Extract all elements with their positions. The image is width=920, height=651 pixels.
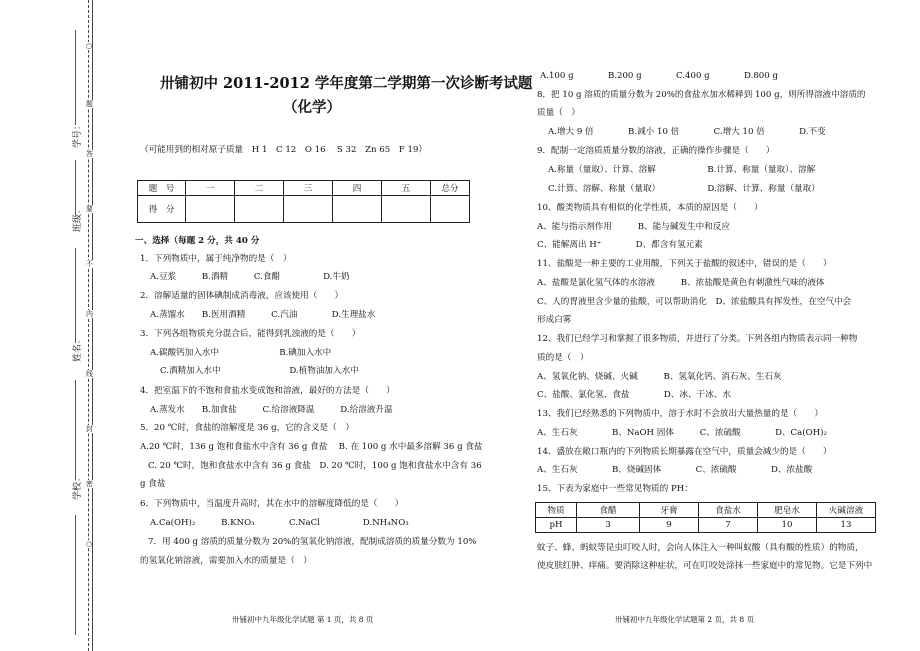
question-line: 4．把室温下的不饱和食盐水变成饱和溶液，最好的方法是（ ） xyxy=(140,386,395,396)
score-header-cell: 三 xyxy=(284,181,333,196)
page-footer: 卅铺初中九年级化学试题第 2 页，共 8 页 xyxy=(615,615,755,624)
question-line: 14、盛放在敞口瓶内的下列物质长期暴露在空气中，质量会减少的是（ ） xyxy=(537,447,832,457)
name-label: 姓名： xyxy=(73,334,83,362)
exam-subject: （化学） xyxy=(283,99,341,116)
score-table xyxy=(137,180,470,223)
option-line: C、盐酸、氯化氢、食盐 D、冰、干冰、水 xyxy=(537,390,731,400)
score-row-label: 得 分 xyxy=(138,196,186,223)
ph-substance: 食盐水 xyxy=(699,503,758,518)
option-line: A.100 g B.200 g C.400 g D.800 g xyxy=(540,71,778,81)
question-line: 3．下列各组物质充分混合后，能得到乳浊液的是（ ） xyxy=(140,329,361,339)
option-line: C、能解离出 H⁺ D、都含有氢元素 xyxy=(537,240,703,250)
name-blank xyxy=(75,248,76,343)
score-header-cell: 总分 xyxy=(431,181,470,196)
binding-line-dashed xyxy=(88,0,89,651)
option-line: A.蒸发水 B.加食盐 C.给溶液降温 D.给溶液升温 xyxy=(150,405,393,415)
option-line: A.称量（量取）、计算、溶解 B.计算、称量（量取）、溶解 xyxy=(548,165,816,175)
ph-table xyxy=(535,502,876,533)
seal-char: 密 xyxy=(86,480,93,488)
ph-substance: 火碱溶液 xyxy=(817,503,876,518)
option-line: C. 20 ℃时，饱和食盐水中含有 36 g 食盐 D. 20 ℃时，100 g 饱和食盐水中含有 36 xyxy=(148,461,482,471)
question-line: 8．把 10 g 溶质的质量分数为 20%的食盐水加水稀释到 100 g，则所得溶液中溶质的 xyxy=(537,90,866,100)
class-blank xyxy=(75,160,76,215)
question-line: 15、下表为家庭中一些常见物质的 PH： xyxy=(537,484,693,494)
ph-value: 10 xyxy=(758,518,817,533)
option-line: C.酒精加入水中 D.植物油加入水中 xyxy=(160,366,359,376)
question-line: 10、酸类物质具有相似的化学性质，本质的原因是（ ） xyxy=(537,203,763,213)
seal-char: 封 xyxy=(86,425,93,433)
ph-substance: 肥皂水 xyxy=(758,503,817,518)
school-blank-2 xyxy=(75,515,76,635)
ph-substance: 牙膏 xyxy=(640,503,699,518)
question-line: 6．下列物质中，当温度升高时，其在水中的溶解度降低的是（ ） xyxy=(140,499,404,509)
atomic-masses: （可能用到的相对原子质量 H 1 C 12 O 16 S 32 Zn 65 F 19） xyxy=(140,145,428,155)
option-line: A、氢氧化钠、烧碱、火碱 B、氢氧化钙、消石灰、生石灰 xyxy=(537,372,782,382)
ph-substance: 食醋 xyxy=(577,503,640,518)
option-line: A.Ca(OH)₂ B.KNO₃ C.NaCl D.NH₄NO₃ xyxy=(150,518,409,528)
option-line: A.蒸馏水 B.医用酒精 C.汽油 D.生理盐水 xyxy=(150,310,376,320)
school-label: 学校： xyxy=(73,472,83,500)
score-cell xyxy=(431,196,470,223)
score-cell xyxy=(235,196,284,223)
question-line: 5．20 ℃时，食盐的溶解度是 36 g，它的含义是（ ） xyxy=(140,423,354,433)
option-line: C.计算、溶解、称量（量取） D.溶解、计算、称量（量取） xyxy=(548,184,820,194)
score-header-cell: 题 号 xyxy=(138,181,186,196)
question-line: 11、盐酸是一种主要的工业用酸，下列关于盐酸的叙述中，错误的是（ ） xyxy=(537,259,832,269)
question-line: 使皮肤红肿、痒痛。要消除这种症状，可在叮咬处涂抹一些家庭中的常见物。它是下列中 xyxy=(537,561,873,571)
seal-char: 答 xyxy=(86,150,93,158)
seal-char: 线 xyxy=(86,370,93,378)
student-id-blank xyxy=(75,30,76,125)
exam-title: 卅铺初中 2011-2012 学年度第二学期第一次诊断考试题 xyxy=(160,75,533,92)
option-line: A、生石灰 B、NaOH 固体 C、浓硫酸 D、Ca(OH)₂ xyxy=(537,428,827,438)
binding-line-solid xyxy=(92,0,93,651)
seal-char: 内 xyxy=(86,310,93,318)
question-line: 7．用 400 g 溶质的质量分数为 20%的氢氧化钠溶液，配制成溶质的质量分数为 10% xyxy=(148,537,477,547)
question-line: 2．溶解适量的固体碘制成消毒液，应该使用（ ） xyxy=(140,291,344,301)
student-id-label: 学号： xyxy=(73,120,83,148)
seal-char: 不 xyxy=(86,260,93,268)
seal-char: 要 xyxy=(86,205,93,213)
question-line: 9．配制一定溶质质量分数的溶液，正确的操作步骤是（ ） xyxy=(537,146,775,156)
ph-value: 13 xyxy=(817,518,876,533)
question-line: 质量（ ） xyxy=(537,108,580,118)
ph-row-label: 物质 xyxy=(536,503,577,518)
option-line: A、生石灰 B、烧碱固体 C、浓硫酸 D、浓盐酸 xyxy=(537,465,813,475)
score-cell xyxy=(382,196,431,223)
seal-char: 题 xyxy=(86,100,93,108)
question-line: 蚊子、蜂、蚂蚁等昆虫叮咬人时，会向人体注入一种叫蚁酸（具有酸的性质）的物质， xyxy=(537,543,864,553)
score-cell xyxy=(186,196,235,223)
question-line: 质的是（ ） xyxy=(537,353,589,363)
ph-row-label: pH xyxy=(536,518,577,533)
option-line: 形成白雾 xyxy=(537,315,572,325)
question-line: 13、我们已经熟悉的下列物质中，溶于水时不会放出大量热量的是（ ） xyxy=(537,409,823,419)
option-line: A.豆浆 B.酒精 C.食醋 D.牛奶 xyxy=(150,272,350,282)
score-header-cell: 一 xyxy=(186,181,235,196)
class-label: 班级： xyxy=(73,204,83,232)
score-header-cell: 四 xyxy=(333,181,382,196)
option-line: A、能与指示剂作用 B、能与碱发生中和反应 xyxy=(537,222,730,232)
question-line: 12、我们已经学习和掌握了很多物质，并进行了分类。下列各组内物质表示同一种物 xyxy=(537,334,858,344)
question-line: 1．下列物质中，属于纯净物的是（ ） xyxy=(140,254,292,264)
score-cell xyxy=(333,196,382,223)
score-header-cell: 二 xyxy=(235,181,284,196)
score-cell xyxy=(284,196,333,223)
option-line: A.20 ℃时，136 g 饱和食盐水中含有 36 g 食盐 B. 在 100 g 水中最多溶解 36 g 食盐 xyxy=(140,442,483,452)
ph-value: 3 xyxy=(577,518,640,533)
question-line: 的氢氧化钠溶液，需要加入水的质量是（ ） xyxy=(140,556,312,566)
option-line: C、人的胃液里含少量的盐酸，可以帮助消化 D、浓盐酸具有挥发性，在空气中会 xyxy=(537,297,852,307)
margin-circle-1: ○ xyxy=(86,42,93,50)
option-line: A.增大 9 倍 B.减小 10 倍 C.增大 10 倍 D.不变 xyxy=(548,127,826,137)
school-blank xyxy=(75,380,76,480)
option-line: A.碳酸钙加入水中 B.碘加入水中 xyxy=(150,348,332,358)
option-line: g 食盐 xyxy=(140,479,166,489)
ph-value: 7 xyxy=(699,518,758,533)
option-line: A、盐酸是氯化氢气体的水溶液 B、浓盐酸是黄色有刺激性气味的液体 xyxy=(537,278,825,288)
score-header-cell: 五 xyxy=(382,181,431,196)
page-footer: 卅铺初中九年级化学试题 第 1 页，共 8 页 xyxy=(232,615,374,624)
margin-circle-2: ○ xyxy=(86,540,93,548)
ph-value: 9 xyxy=(640,518,699,533)
section-heading: 一、选择（每题 2 分，共 40 分 xyxy=(135,236,260,246)
